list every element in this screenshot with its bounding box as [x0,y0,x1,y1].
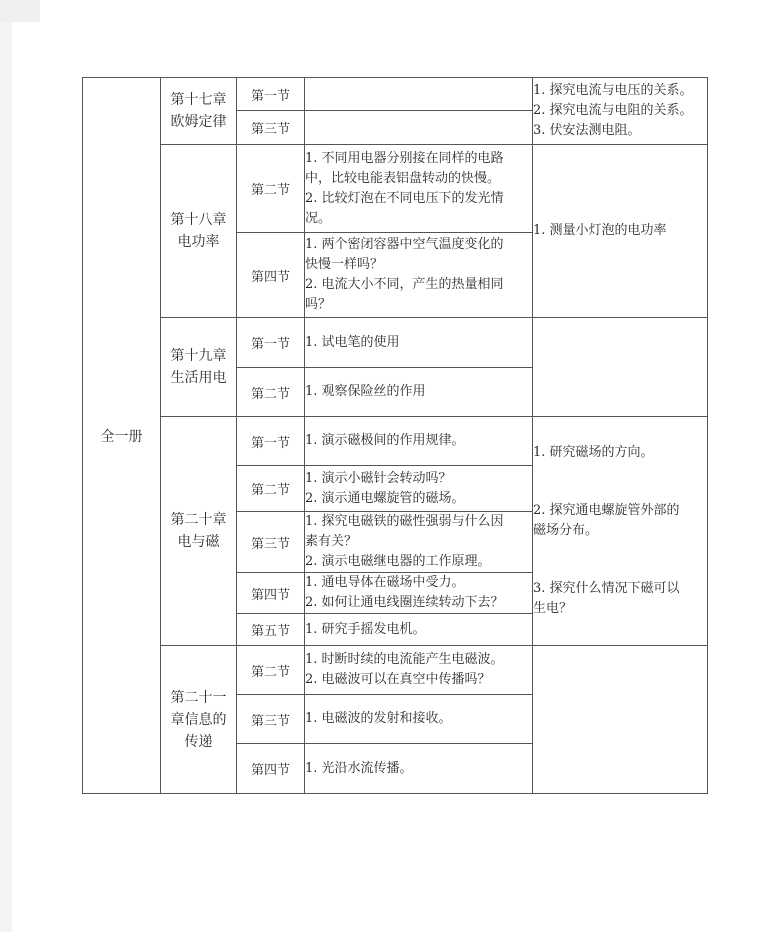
section-label: 第三节 [237,512,305,573]
experiments-ch18: 1. 测量小灯泡的电功率 [533,145,708,318]
chapter-18-title: 第十八章 电功率 [161,145,237,318]
volume-cell: 全一册 [83,78,161,794]
experiments-ch20: 1. 研究磁场的方向。 2. 探究通电螺旋管外部的 磁场分布。 3. 探究什么情况下磁可以 生电？ [533,417,708,646]
section-label: 第二节 [237,646,305,695]
section-label: 第四节 [237,573,305,614]
table-row [83,417,708,466]
section-label: 第三节 [237,695,305,744]
demo-cell: 1. 探究电磁铁的磁性强弱与什么因 素有关？ 2. 演示电磁继电器的工作原理。 [305,512,533,573]
chapter-20-title: 第二十章 电与磁 [161,417,237,646]
section-label: 第二节 [237,145,305,233]
section-label: 第五节 [237,614,305,646]
section-label: 第四节 [237,233,305,318]
section-label: 第二节 [237,368,305,417]
section-label: 第一节 [237,417,305,466]
table-row [83,318,708,368]
demo-cell: 1. 观察保险丝的作用 [305,368,533,417]
curriculum-table [82,77,708,794]
experiments-ch19 [533,318,708,417]
demo-cell: 1. 两个密闭容器中空气温度变化的 快慢一样吗？ 2. 电流大小不同，产生的热量相同 吗？ [305,233,533,318]
demo-cell: 1. 时断时续的电流能产生电磁波。 2. 电磁波可以在真空中传播吗？ [305,646,533,695]
chapter-21-title: 第二十一 章信息的 传递 [161,646,237,794]
experiments-ch17: 1. 探究电流与电压的关系。 2. 探究电流与电阻的关系。 3. 伏安法测电阻。 [533,78,708,145]
demo-cell: 1. 通电导体在磁场中受力。 2. 如何让通电线圈连续转动下去？ [305,573,533,614]
demo-cell: 1. 电磁波的发射和接收。 [305,695,533,744]
chapter-17-title: 第十七章 欧姆定律 [161,78,237,145]
demo-cell [305,111,533,145]
demo-cell: 1. 不同用电器分别接在同样的电路 中，比较电能表铝盘转动的快慢。 2. 比较灯泡在不同电压下的发光情 况。 [305,145,533,233]
demo-cell: 1. 试电笔的使用 [305,318,533,368]
demo-cell: 1. 演示小磁针会转动吗？ 2. 演示通电螺旋管的磁场。 [305,466,533,512]
demo-cell [305,78,533,111]
table-row [83,145,708,233]
demo-cell: 1. 研究手摇发电机。 [305,614,533,646]
section-label: 第三节 [237,111,305,145]
section-label: 第一节 [237,318,305,368]
table-row [83,78,708,111]
experiments-ch21 [533,646,708,794]
page-corner-shade [0,0,40,22]
demo-cell: 1. 光沿水流传播。 [305,744,533,794]
demo-cell: 1. 演示磁极间的作用规律。 [305,417,533,466]
chapter-19-title: 第十九章 生活用电 [161,318,237,417]
section-label: 第四节 [237,744,305,794]
section-label: 第一节 [237,78,305,111]
page-left-edge [0,0,12,932]
section-label: 第二节 [237,466,305,512]
table-row [83,646,708,695]
